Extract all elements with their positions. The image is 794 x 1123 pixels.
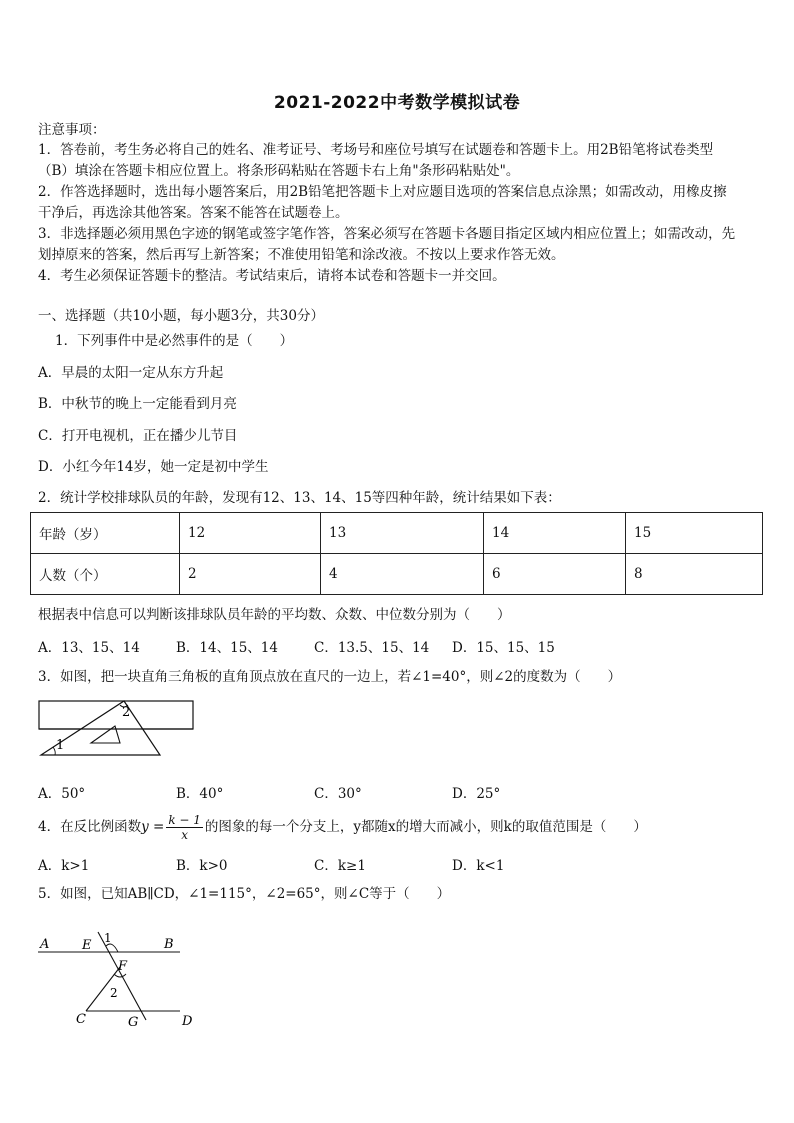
option-c: C．13.5、15、14 — [314, 640, 430, 656]
point-a-label: A — [40, 937, 50, 952]
ruler-triangle-figure — [36, 695, 198, 767]
option-c: C．k≥1 — [314, 858, 366, 874]
option-b: B．14、15、14 — [176, 640, 278, 656]
option-d: D．25° — [452, 786, 501, 802]
option-a: A．13、15、14 — [38, 640, 140, 656]
notice-line: 4．考生必须保证答题卡的整洁。考试结束后，请将本试卷和答题卡一并交回。 — [38, 268, 506, 284]
table-cell: 6 — [484, 554, 626, 595]
question-4-stem — [38, 812, 758, 842]
question-1-option-c: C．打开电视机，正在播少儿节目 — [38, 428, 238, 444]
table-cell: 人数（个） — [31, 554, 180, 595]
point-b-label: B — [164, 937, 174, 952]
table-row — [31, 554, 763, 595]
option-c: C．30° — [314, 786, 362, 802]
question-4-stem-end: 的图象的每一个分支上，y都随x的增大而减小，则k的取值范围是（ ） — [204, 819, 647, 835]
angle-1-label: 1 — [104, 931, 112, 945]
fraction-denominator: x — [181, 828, 189, 842]
question-5-stem: 5．如图，已知AB∥CD，∠1=115°，∠2=65°，则∠C等于（ ） — [38, 886, 451, 902]
function-y: y = — [141, 819, 165, 835]
notice-heading: 注意事项： — [38, 122, 106, 138]
point-g-label: G — [128, 1015, 139, 1030]
table-row — [31, 513, 763, 554]
question-4-stem-start: 4．在反比例函数 — [38, 819, 142, 835]
question-2-options — [38, 636, 590, 656]
question-2-question: 根据表中信息可以判断该排球队员年龄的平均数、众数、中位数分别为（ ） — [38, 607, 511, 623]
option-a: A．50° — [38, 786, 86, 802]
question-3-options — [38, 782, 590, 802]
table-cell: 15 — [626, 513, 763, 554]
option-b: B．k>0 — [176, 858, 228, 874]
table-cell: 2 — [180, 554, 321, 595]
notice-line: 2．作答选择题时，选出每小题答案后，用2B铅笔把答题卡上对应题目选项的答案信息点涂黑；如需改动，用橡皮擦 — [38, 184, 727, 200]
transversal — [98, 932, 146, 1020]
parallel-lines-figure — [34, 928, 204, 1032]
notice-line: （B）填涂在答题卡相应位置上。将条形码粘贴在答题卡右上角"条形码粘贴处"。 — [38, 163, 520, 179]
notice-line: 1．答卷前，考生务必将自己的姓名、准考证号、考场号和座位号填写在试题卷和答题卡上。用2B铅笔将试卷类型 — [38, 142, 714, 158]
question-1-stem: 1．下列事件中是必然事件的是（ ） — [55, 333, 294, 349]
question-1-option-b: B．中秋节的晚上一定能看到月亮 — [38, 396, 237, 412]
table-cell: 年龄（岁） — [31, 513, 180, 554]
question-3-stem: 3．如图，把一块直角三角板的直角顶点放在直尺的一边上，若∠1=40°，则∠2的度数为（ ） — [38, 669, 622, 685]
section-heading: 一、选择题（共10小题，每小题3分，共30分） — [38, 308, 324, 324]
fraction-numerator: k − 1 — [168, 813, 201, 827]
table-cell: 8 — [626, 554, 763, 595]
point-f-label: F — [118, 959, 128, 974]
option-d: D．k<1 — [452, 858, 505, 874]
question-2-stem: 2．统计学校排球队员的年龄，发现有12、13、14、15等四种年龄，统计结果如下表： — [38, 490, 561, 506]
question-1-option-a: A．早晨的太阳一定从东方升起 — [38, 365, 224, 381]
point-e-label: E — [82, 938, 92, 953]
angle-2-label: 2 — [122, 705, 131, 720]
table-cell: 12 — [180, 513, 321, 554]
point-c-label: C — [76, 1012, 86, 1027]
age-table — [30, 512, 763, 595]
notice-line: 干净后，再选涂其他答案。答案不能答在试题卷上。 — [38, 205, 349, 221]
table-cell: 13 — [321, 513, 484, 554]
option-b: B．40° — [176, 786, 224, 802]
fraction — [166, 813, 203, 842]
option-a: A．k>1 — [38, 858, 90, 874]
option-d: D．15、15、15 — [452, 640, 555, 656]
point-d-label: D — [182, 1014, 193, 1029]
notice-line: 3．非选择题必须用黑色字迹的钢笔或签字笔作答，答案必须写在答题卡各题目指定区域内相应位置上；如需改动，先 — [38, 226, 736, 242]
table-cell: 14 — [484, 513, 626, 554]
question-1-option-d: D．小红今年14岁，她一定是初中学生 — [38, 459, 269, 475]
page-title: 2021-2022中考数学模拟试卷 — [273, 93, 521, 113]
table-cell: 4 — [321, 554, 484, 595]
angle-2-label: 2 — [110, 986, 118, 1000]
angle-1-label: 1 — [56, 738, 65, 753]
notice-line: 划掉原来的答案，然后再写上新答案；不准使用铅笔和涂改液。不按以上要求作答无效。 — [38, 247, 565, 263]
question-4-options — [38, 854, 590, 874]
